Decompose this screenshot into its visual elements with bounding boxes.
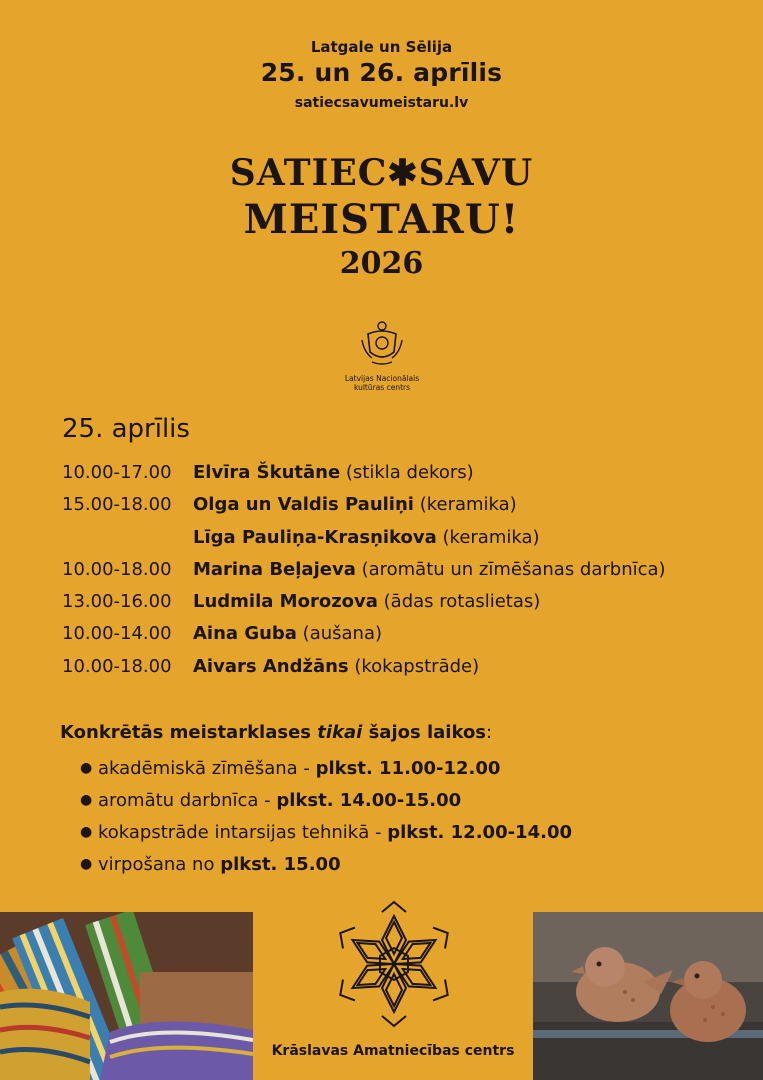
schedule-row: 10.00-18.00 Aivars Andžāns (kokapstrāde) <box>62 655 480 677</box>
list-item: ● akadēmiskā zīmēšana - plkst. 11.00-12.00 <box>80 757 501 779</box>
organizer-name: Krāslavas Amatniecības centrs <box>271 1043 515 1059</box>
schedule-row: 10.00-14.00 Aina Guba (aušana) <box>62 623 383 645</box>
schedule-row: Līga Pauliņa-Krasņikova (keramika) <box>193 526 540 548</box>
schedule-list <box>62 462 666 688</box>
masterclass-list <box>80 752 572 880</box>
event-dates: 25. un 26. aprīlis <box>260 58 503 87</box>
schedule-row: 10.00-17.00 Elvīra Škutāne (stikla dekors) <box>62 462 474 483</box>
event-title-line1: SATIEC✱SAVU <box>229 152 534 194</box>
bullet-icon: ● <box>80 856 93 872</box>
bullet-icon: ● <box>80 824 93 840</box>
bullet-icon: ● <box>80 792 93 808</box>
schedule-row: 13.00-16.00 Ludmila Morozova (ādas rotaslietas) <box>62 591 541 613</box>
event-title-line2: MEISTARU! <box>243 196 520 243</box>
list-item: ● aromātu darbnīca - plkst. 14.00-15.00 <box>80 789 462 811</box>
lnkc-name: Latvijas Nacionālais kultūras centrs <box>344 374 420 392</box>
region-label: Latgale un Sēlija <box>310 38 453 56</box>
clay-bird-figurines-photo <box>533 912 763 1080</box>
masterclass-heading: Konkrētās meistarklases tikai šajos laikos: <box>60 722 493 743</box>
list-item: ● kokapstrāde intarsijas tehnikā - plkst. 12.00-14.00 <box>80 821 572 843</box>
schedule-row: 15.00-18.00 Olga un Valdis Pauliņi (keramika) <box>62 494 517 516</box>
snowflake-ornament-icon <box>328 898 460 1030</box>
event-year: 2026 <box>339 246 424 281</box>
bullet-icon: ● <box>80 760 93 776</box>
list-item: ● virpošana no plkst. 15.00 <box>80 853 341 875</box>
schedule-row: 10.00-18.00 Marina Beļajeva (aromātu un zīmēšanas darbnīca) <box>62 558 666 580</box>
day-heading: 25. aprīlis <box>62 414 190 444</box>
lnkc-logo <box>330 318 434 392</box>
woven-textiles-photo <box>0 912 253 1080</box>
latvian-coat-of-arms-icon <box>358 318 406 368</box>
website-link[interactable]: satiecsavumeistaru.lv <box>294 95 469 111</box>
